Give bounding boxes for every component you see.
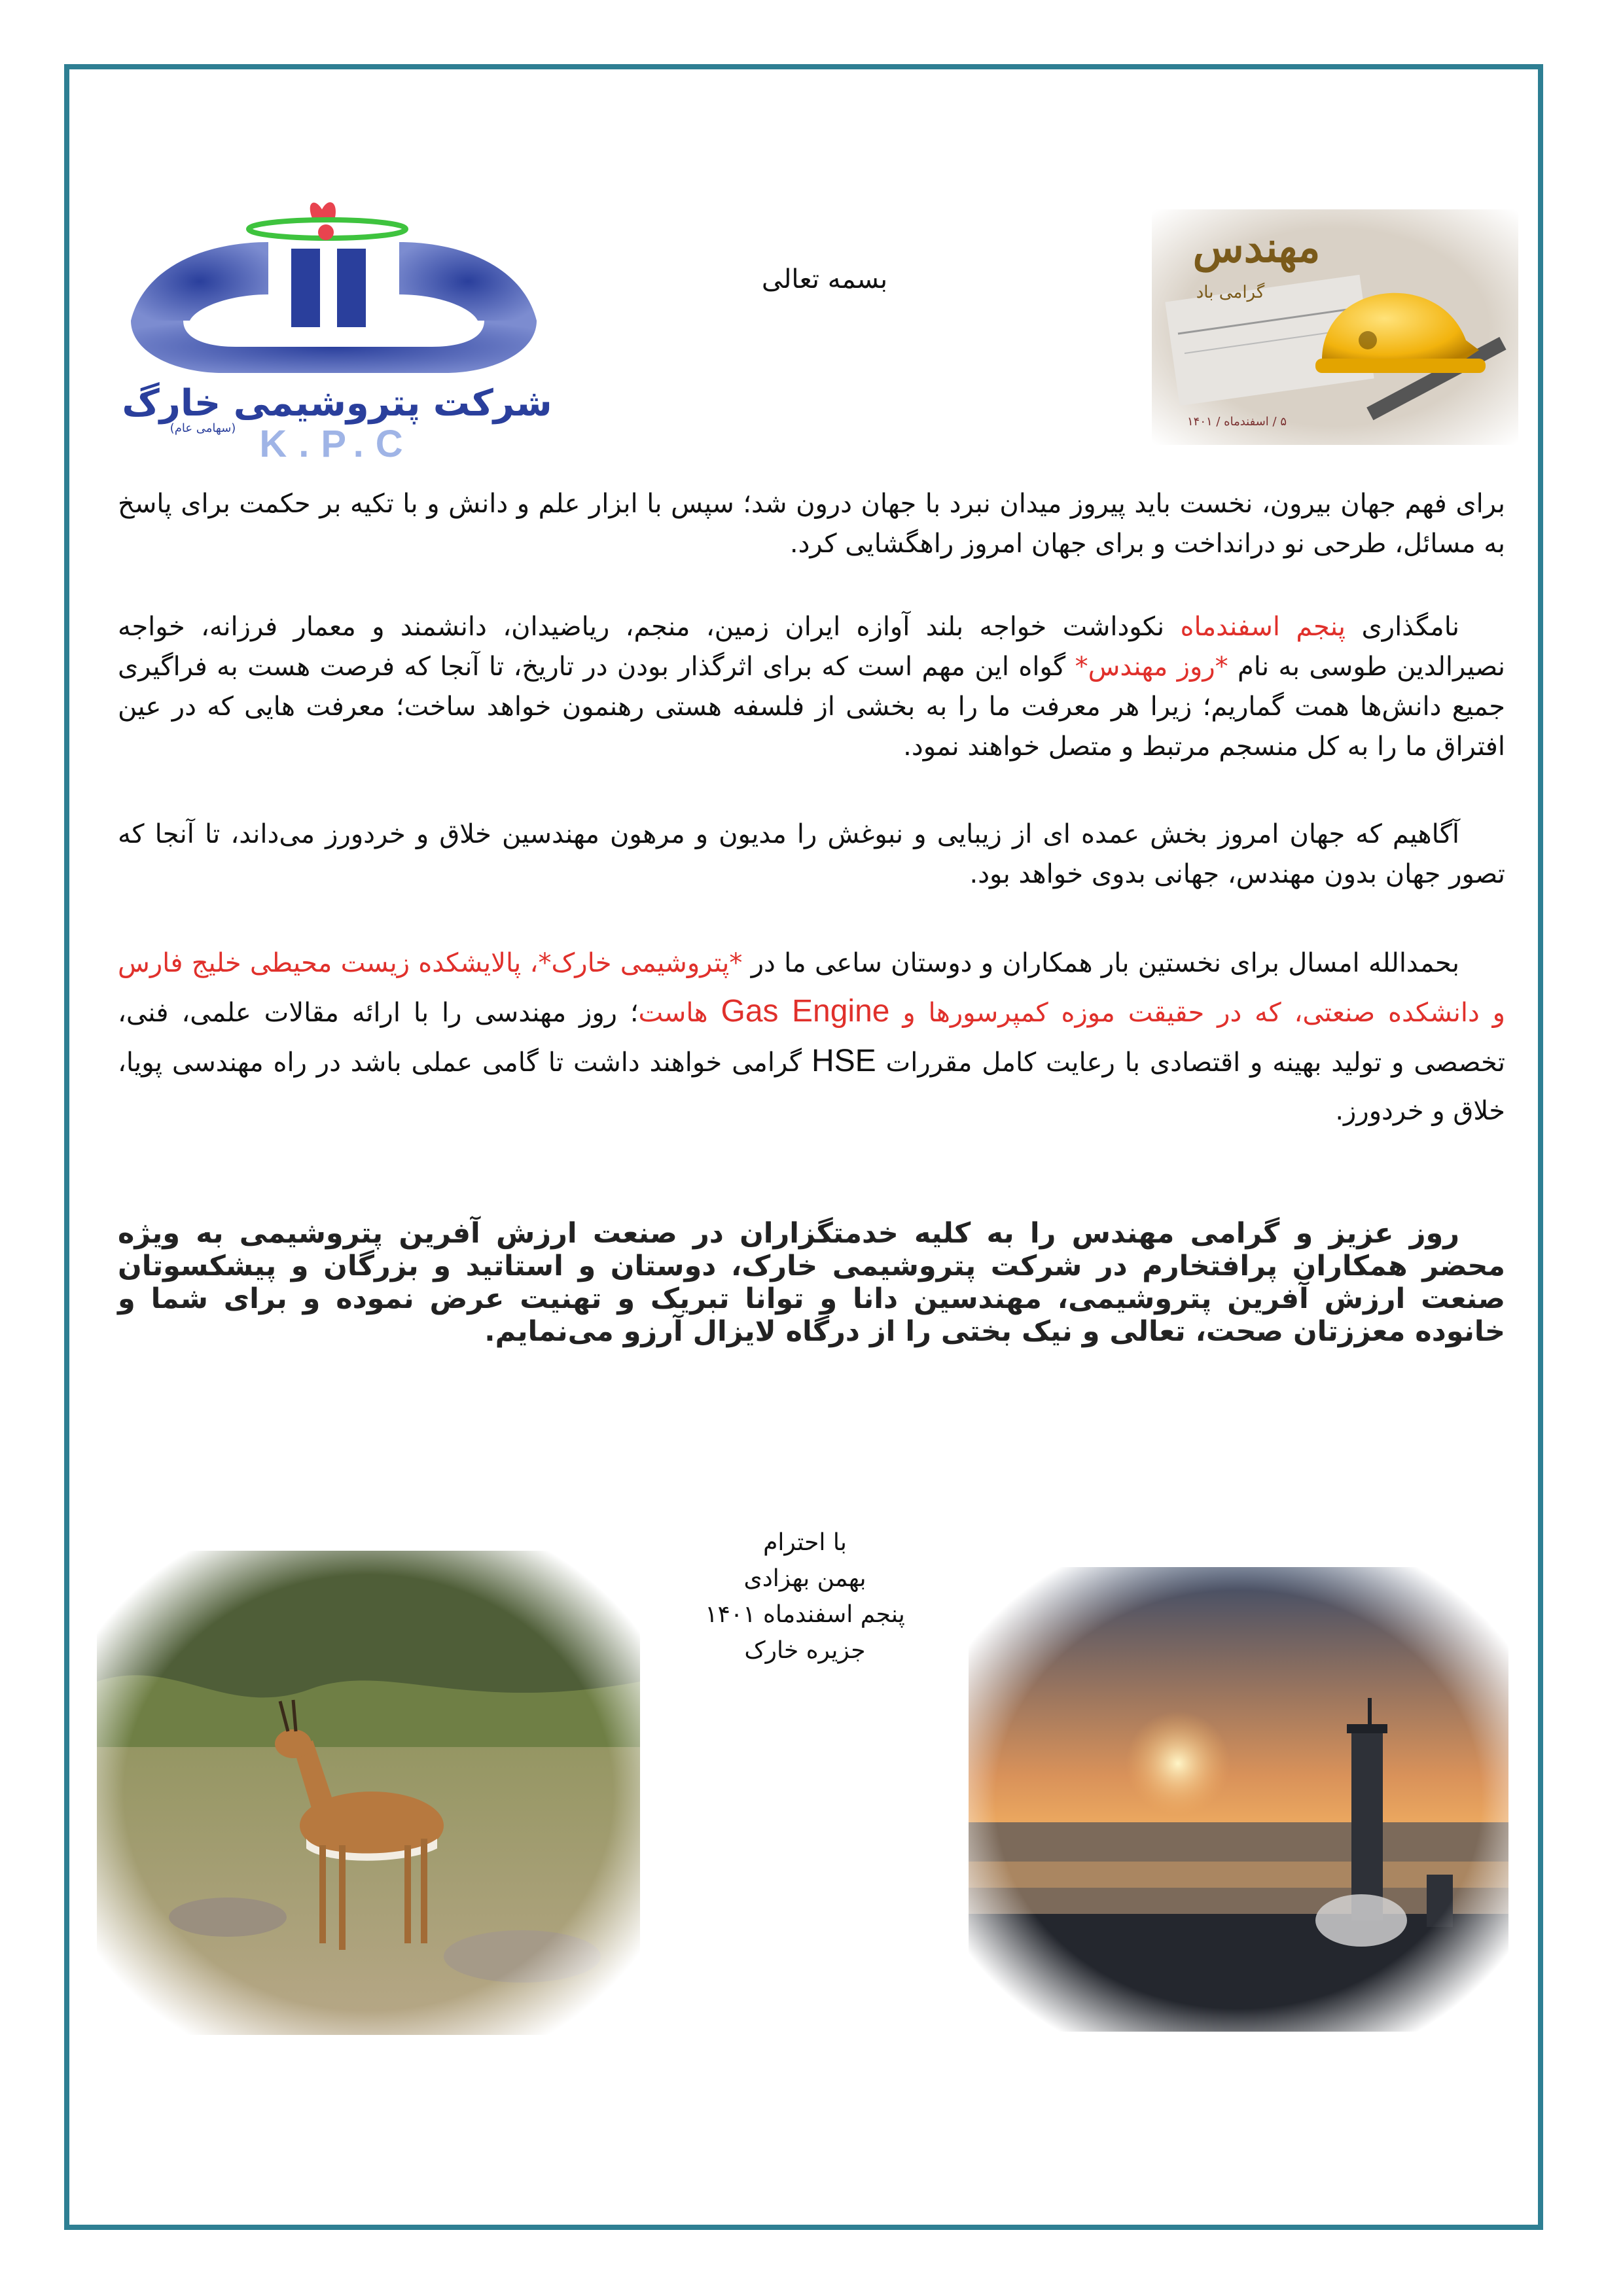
paragraph-2-part-e: گواه این مهم است که برای اثرگذار بودن در تاریخ، تا آنجا که فرصت هست به فراگیری جمیع دانش‌ها همت گماریم؛ زیرا هر معرفت ما را به بخشی از فلسفه هستی رهنمون خواهد ساخت؛ معرفت هایی که در عین افتراق ما را به کل منسجم مرتبط و متصل خواهند نمود.: [118, 652, 1505, 762]
hse-label: HSE: [811, 1044, 876, 1078]
paragraph-4-part-e: ؛ روز مهندسی را با ارائه مقالات علمی، فنی، تخصصی و تولید بهینه و اقتصادی با رعایت کامل مقررات: [118, 998, 1506, 1078]
paragraph-4-part-g: گرامی خواهند داشت تا گامی عملی باشد در راه مهندسی پویا، خلاق و خردورز.: [118, 1048, 1505, 1126]
highlight-hast: هاست: [638, 998, 708, 1028]
engineer-image-date: ۵ / اسفندماه / ۱۴۰۱: [1187, 415, 1287, 429]
kpc-logo: [118, 196, 556, 458]
highlight-date: پنجم اسفندماه: [1180, 612, 1346, 642]
signature-date: پنجم اسفندماه ۱۴۰۱: [705, 1601, 905, 1628]
gazelle-photo: [97, 1551, 640, 2035]
paragraph-5-text: روز عزیز و گرامی مهندس را به کلیه خدمتگزاران در صنعت ارزش آفرین پتروشیمی به ویژه محضر همکاران پرافتخارم در شرکت پتروشیمی خارک، دوستان و استاتید و بزرگان و پیشکسوتان صنعت ارزش آفرین پتروشیمی، مهندسین دانا و توانا تبریک و تهنیت عرض نموده و برای شما و خانوده معززتان صحت، تعالی و نیک بختی را از درگاه لایزال آرزو می‌نمایم.: [118, 1217, 1505, 1348]
paragraph-1-text: برای فهم جهان بیرون، نخست باید پیروز میدان نبرد با جهان درون شد؛ سپس با ابزار علم و دانش و با تکیه بر حکمت برای پاسخ به مسائل، طرحی نو درانداخت و برای جهان امروز راهگشایی کرد.: [118, 489, 1505, 559]
logo-abbrev: K.P.C: [259, 423, 415, 458]
sunset-refinery-photo: [969, 1567, 1508, 2032]
highlight-gas-engine: Gas Engine: [721, 994, 890, 1029]
highlight-kharg: *پتروشیمی خارک*، پالایشکده زیست محیطی خلیج فارس و دانشکده صنعتی، که در حقیقت موزه کمپرسورها و: [118, 948, 1505, 1028]
logo-name: شرکت پتروشیمی خارگ: [122, 382, 552, 425]
paragraph-4-part-a: بحمدالله امسال برای نخستین بار همکاران و دوستان ساعی ما در: [751, 948, 1460, 978]
paragraph-3-text: آگاهیم که جهان امروز بخش عمده ای از زیبایی و نبوغش را مدیون و مرهون مهندسین خلاق و خردورز می‌داند، تا آنجا که تصور جهان بدون مهندس، جهانی بدوی خواهد بود.: [118, 819, 1505, 889]
paragraph-3: [118, 815, 1505, 894]
page-heading: بسمه تعالی: [761, 264, 888, 294]
paragraph-1: [118, 484, 1505, 564]
signature-place: جزیره خارک: [744, 1637, 866, 1664]
logo-subtitle: (سهامی عام): [169, 421, 236, 435]
paragraph-5: [118, 1217, 1505, 1348]
paragraph-2-part-a: نامگذاری: [1361, 612, 1460, 642]
signature-name: بهمن بهزادی: [743, 1565, 866, 1592]
paragraph-2: [118, 607, 1505, 767]
paragraph-2-part-c: نکوداشت خواجه بلند آوازه ایران زمین، منجم، ریاضیدان، دانشمند و معمار فرزانه، خواجه نصیرالدین طوسی به نام: [118, 612, 1505, 682]
engineer-day-image: [1152, 209, 1518, 445]
signature-regards: با احترام: [763, 1529, 847, 1556]
highlight-engineer-day: *روز مهندس*: [1075, 652, 1228, 682]
signature-block: [681, 1525, 929, 1669]
engineer-image-subtitle: گرامی باد: [1196, 283, 1265, 302]
engineer-image-title: مهندس: [1192, 223, 1321, 272]
paragraph-4: [118, 939, 1505, 1135]
